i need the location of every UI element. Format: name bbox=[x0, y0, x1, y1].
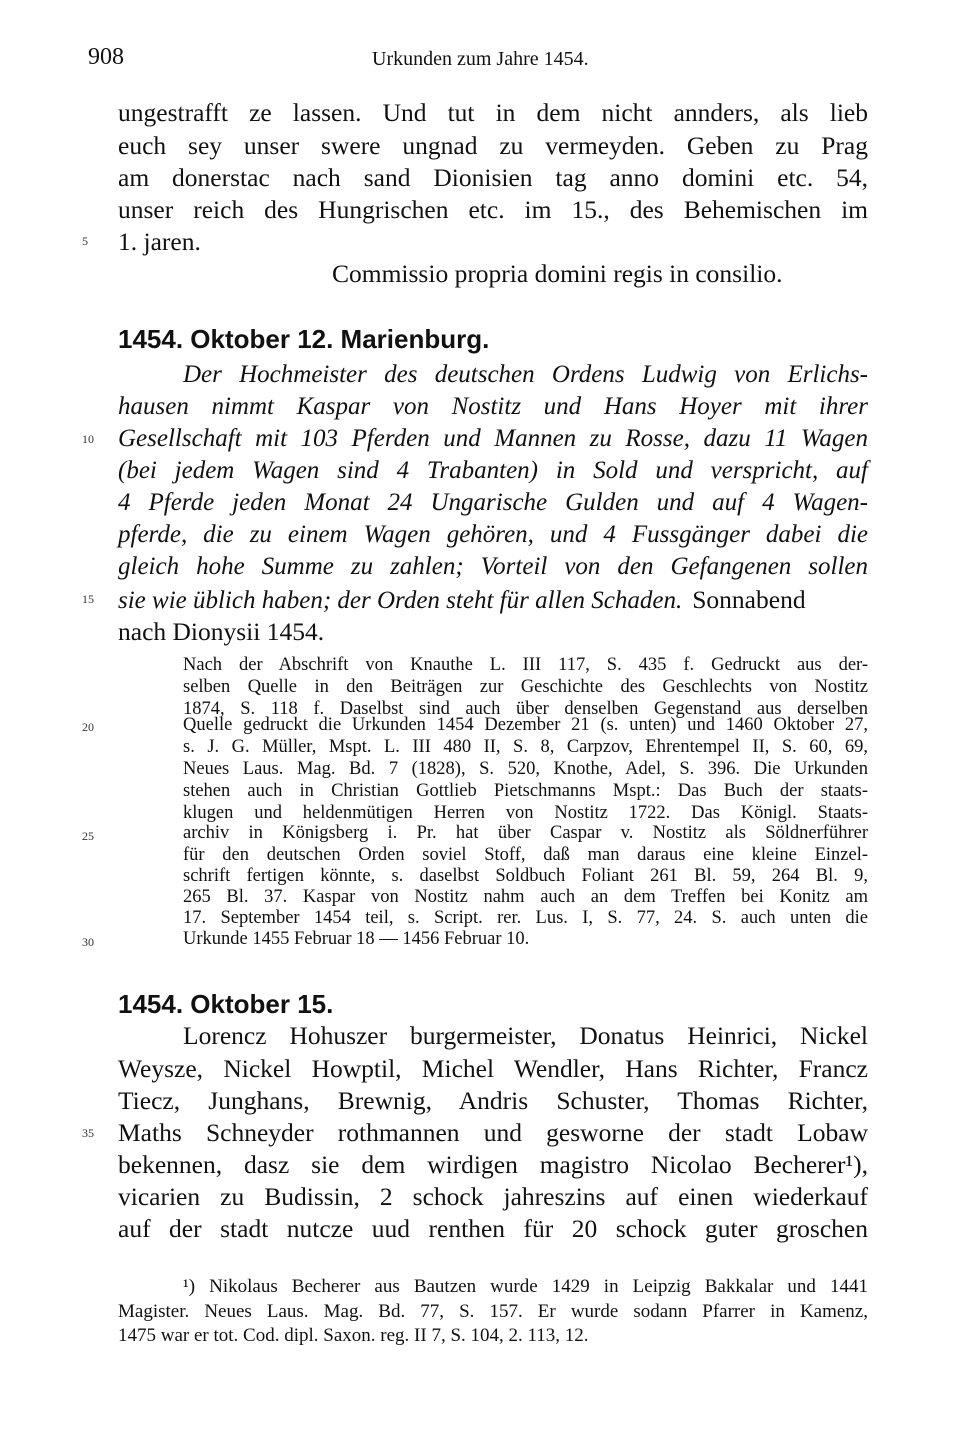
text-line: ungestrafft ze lassen. Und tut in dem nicht annders, als lieb bbox=[118, 98, 868, 127]
text-line: bekennen, dasz sie dem wirdigen magistro Nicolao Becherer¹), bbox=[118, 1150, 868, 1179]
note-line: 1874, S. 118 f. Daselbst sind auch über denselben Gegenstand aus derselben bbox=[183, 699, 868, 719]
summary-line: Gesellschaft mit 103 Pferden und Mannen zu Rosse, dazu 11 Wagen bbox=[118, 425, 868, 452]
footnote-line: ¹) Nikolaus Becherer aus Bautzen wurde 1429 in Leipzig Bakkalar und 1441 bbox=[183, 1276, 868, 1297]
text-line: auf der stadt nutcze uud renthen für 20 schock guter groschen bbox=[118, 1214, 868, 1243]
footnote-line: Magister. Neues Laus. Mag. Bd. 77, S. 157. Er wurde sodann Pfarrer in Kamenz, bbox=[118, 1301, 868, 1322]
signature-line: Commissio propria domini regis in consilio. bbox=[332, 259, 783, 288]
summary-line: pferde, die zu einem Wagen gehören, und 4 Fussgänger dabei die bbox=[118, 521, 868, 548]
footnote-line: 1475 war er tot. Cod. dipl. Saxon. reg. II 7, S. 104, 2. 113, 12. bbox=[118, 1325, 589, 1346]
summary-last-roman: Sonnabend bbox=[692, 585, 806, 614]
summary-line: gleich hohe Summe zu zahlen; Vorteil von den Gefangenen sollen bbox=[118, 553, 868, 580]
note-line: Urkunde 1455 Februar 18 — 1456 Februar 10. bbox=[183, 929, 530, 949]
line-number: 5 bbox=[82, 234, 88, 248]
note-line: Neues Laus. Mag. Bd. 7 (1828), S. 520, Knothe, Adel, S. 396. Die Urkunden bbox=[183, 759, 868, 779]
text-line: Maths Schneyder rothmannen und gesworne der stadt Lobaw bbox=[118, 1118, 868, 1147]
note-line: s. J. G. Müller, Mspt. L. III 480 II, S. 8, Carpzov, Ehrentempel II, S. 60, 69, bbox=[183, 737, 868, 757]
document-heading: 1454. Oktober 15. bbox=[118, 989, 334, 1019]
line-number: 10 bbox=[82, 432, 94, 446]
text-line: Lorencz Hohuszer burgermeister, Donatus Heinrici, Nickel bbox=[183, 1021, 868, 1050]
note-line: Quelle gedruckt die Urkunden 1454 Dezember 21 (s. unten) und 1460 Oktober 27, bbox=[183, 715, 868, 735]
note-line: klugen und heldenmütigen Herren von Nostitz 1722. Das Königl. Staats- bbox=[183, 803, 868, 823]
note-line: schrift fertigen könnte, s. daselbst Soldbuch Foliant 261 Bl. 59, 264 Bl. 9, bbox=[183, 866, 868, 886]
line-number: 35 bbox=[82, 1126, 94, 1140]
line-number: 15 bbox=[82, 592, 94, 606]
note-line: 265 Bl. 37. Kaspar von Nostitz nahm auch an dem Treffen bei Konitz am bbox=[183, 887, 868, 907]
line-number: 30 bbox=[82, 935, 94, 949]
summary-last-italic: sie wie üblich haben; der Orden steht für allen Schaden. bbox=[118, 587, 683, 614]
text-line: Tiecz, Junghans, Brewnig, Andris Schuster, Thomas Richter, bbox=[118, 1086, 868, 1115]
document-heading: 1454. Oktober 12. Marienburg. bbox=[118, 324, 490, 354]
summary-line: hausen nimmt Kaspar von Nostitz und Hans Hoyer mit ihrer bbox=[118, 393, 868, 420]
text-line: unser reich des Hungrischen etc. im 15., des Behemischen im bbox=[118, 195, 868, 224]
line-number: 20 bbox=[82, 720, 94, 734]
summary-line: Der Hochmeister des deutschen Ordens Ludwig von Erlichs- bbox=[183, 361, 868, 388]
page-number: 908 bbox=[88, 44, 124, 70]
line-number: 25 bbox=[82, 829, 94, 843]
note-line: 17. September 1454 teil, s. Script. rer. Lus. I, S. 77, 24. S. auch unten die bbox=[183, 908, 868, 928]
note-line: archiv in Königsberg i. Pr. hat über Caspar v. Nostitz als Söldnerführer bbox=[183, 823, 868, 843]
note-line: für den deutschen Orden soviel Stoff, daß man daraus eine kleine Einzel- bbox=[183, 845, 868, 865]
text-line: Weysze, Nickel Howptil, Michel Wendler, Hans Richter, Francz bbox=[118, 1054, 868, 1083]
text-line: vicarien zu Budissin, 2 schock jahreszins auf einen wiederkauf bbox=[118, 1182, 868, 1211]
text-line: 1. jaren. bbox=[118, 227, 201, 256]
text-line: euch sey unser swere ungnad zu vermeyden. Geben zu Prag bbox=[118, 131, 868, 160]
running-title: Urkunden zum Jahre 1454. bbox=[372, 48, 589, 70]
text-line: am donerstac nach sand Dionisien tag anno domini etc. 54, bbox=[118, 163, 868, 192]
summary-line: (bei jedem Wagen sind 4 Trabanten) in Sold und verspricht, auf bbox=[118, 457, 868, 484]
note-line: Nach der Abschrift von Knauthe L. III 117, S. 435 f. Gedruckt aus der- bbox=[183, 655, 868, 675]
summary-line: 4 Pferde jeden Monat 24 Ungarische Gulden und auf 4 Wagen- bbox=[118, 489, 868, 516]
note-line: selben Quelle in den Beiträgen zur Geschichte des Geschlechts von Nostitz bbox=[183, 677, 868, 697]
date-line: nach Dionysii 1454. bbox=[118, 617, 325, 646]
summary-line bbox=[118, 585, 806, 615]
note-line: stehen auch in Christian Gottlieb Pietschmanns Mspt.: Das Buch der staats- bbox=[183, 781, 868, 801]
